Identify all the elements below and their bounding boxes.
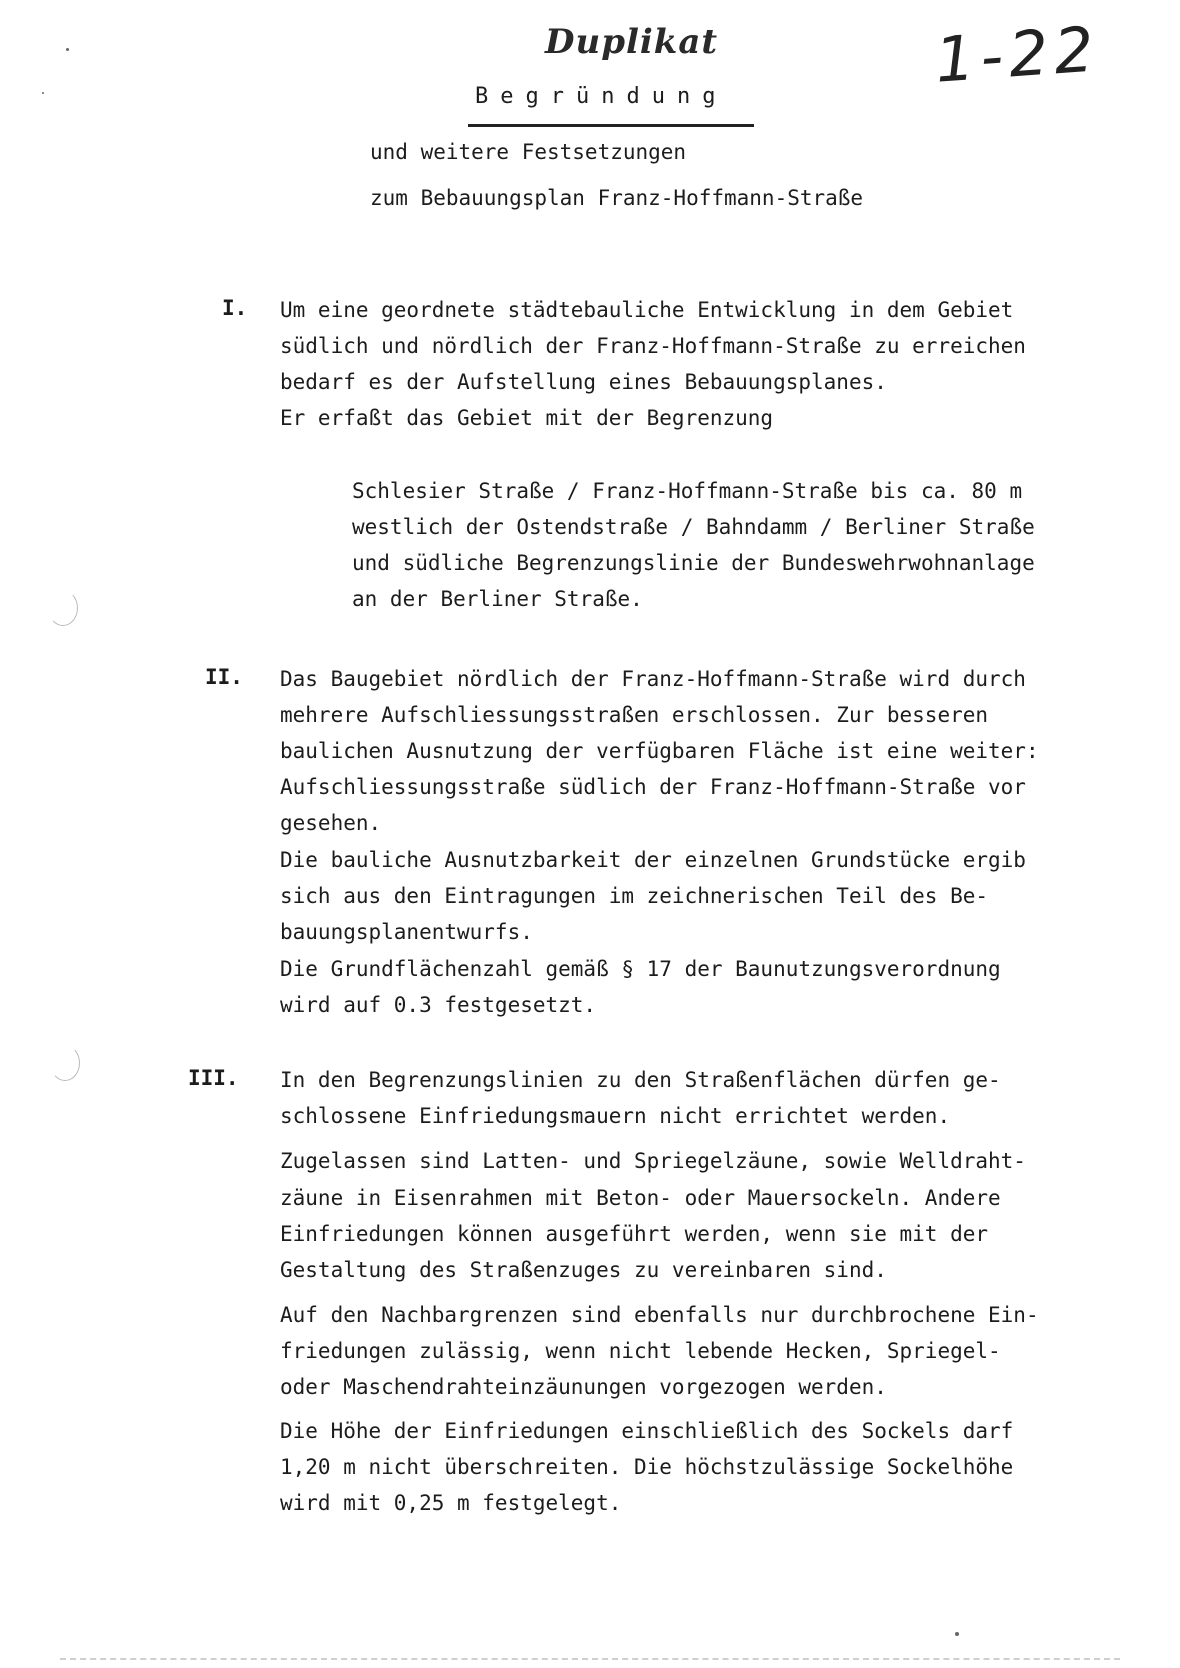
section-line: Die bauliche Ausnutzbarkeit der einzelnen Grundstücke ergib (280, 848, 1026, 872)
section-number: III. (188, 1066, 239, 1090)
subtitle-line-2: zum Bebauungsplan Franz-Hoffmann-Straße (370, 186, 864, 210)
section-line: sich aus den Eintragungen im zeichnerischen Teil des Be- (280, 884, 989, 908)
boundary-line: und südliche Begrenzungslinie der Bundeswehrwohnanlage (352, 551, 1035, 575)
section-line: baulichen Ausnutzung der verfügbaren Fläche ist eine weiter: (280, 739, 1039, 763)
boundary-line: Schlesier Straße / Franz-Hoffmann-Straße bis ca. 80 m (352, 479, 1023, 503)
section-line: schlossene Einfriedungsmauern nicht errichtet werden. (280, 1104, 951, 1128)
section-line: südlich und nördlich der Franz-Hoffmann-Straße zu erreichen (280, 334, 1026, 358)
section-line: Das Baugebiet nördlich der Franz-Hoffmann-Straße wird durch (280, 667, 1026, 691)
subtitle-line-1: und weitere Festsetzungen (370, 140, 687, 164)
section-line: Aufschliessungsstraße südlich der Franz-Hoffmann-Straße vor (280, 775, 1026, 799)
title-underline (468, 124, 754, 127)
punch-hole-mark (50, 1045, 80, 1081)
section-number: II. (205, 665, 243, 689)
boundary-line: westlich der Ostendstraße / Bahndamm / Berliner Straße (352, 515, 1035, 539)
section-number: I. (222, 296, 248, 320)
section-line: oder Maschendrahteinzäunungen vorgezogen werden. (280, 1375, 887, 1399)
section-line: wird mit 0,25 m festgelegt. (280, 1491, 622, 1515)
section-line: Auf den Nachbargrenzen sind ebenfalls nur durchbrochene Ein- (280, 1303, 1039, 1327)
section-line: 1,20 m nicht überschreiten. Die höchstzulässige Sockelhöhe (280, 1455, 1014, 1479)
section-line: zäune in Eisenrahmen mit Beton- oder Mauersockeln. Andere (280, 1186, 1001, 1210)
section-line: bauungsplanentwurfs. (280, 920, 533, 944)
section-line: Zugelassen sind Latten- und Spriegelzäune, sowie Welldraht- (280, 1149, 1026, 1173)
speck (955, 1632, 959, 1636)
speck (42, 92, 44, 94)
section-line: Er erfaßt das Gebiet mit der Begrenzung (280, 406, 774, 430)
section-line: wird auf 0.3 festgesetzt. (280, 993, 597, 1017)
section-line: Einfriedungen können ausgeführt werden, wenn sie mit der (280, 1222, 989, 1246)
section-line: bedarf es der Aufstellung eines Bebauungsplanes. (280, 370, 887, 394)
speck (66, 48, 69, 51)
section-line: friedungen zulässig, wenn nicht lebende Hecken, Spriegel- (280, 1339, 1001, 1363)
section-line: Die Grundflächenzahl gemäß § 17 der Baunutzungsverordnung (280, 957, 1001, 981)
scan-edge-line (60, 1658, 1120, 1660)
section-line: gesehen. (280, 811, 382, 835)
section-line: Die Höhe der Einfriedungen einschließlich des Sockels darf (280, 1419, 1014, 1443)
document-title: Begründung (475, 84, 728, 109)
section-line: Gestaltung des Straßenzuges zu vereinbaren sind. (280, 1258, 887, 1282)
punch-hole-mark (48, 590, 78, 626)
duplikat-stamp: Duplikat (545, 22, 719, 62)
section-line: mehrere Aufschliessungsstraßen erschlossen. Zur besseren (280, 703, 989, 727)
handwritten-reference: 1-22 (932, 12, 1103, 97)
section-line: Um eine geordnete städtebauliche Entwicklung in dem Gebiet (280, 298, 1014, 322)
section-line: In den Begrenzungslinien zu den Straßenflächen dürfen ge- (280, 1068, 1001, 1092)
boundary-line: an der Berliner Straße. (352, 587, 643, 611)
